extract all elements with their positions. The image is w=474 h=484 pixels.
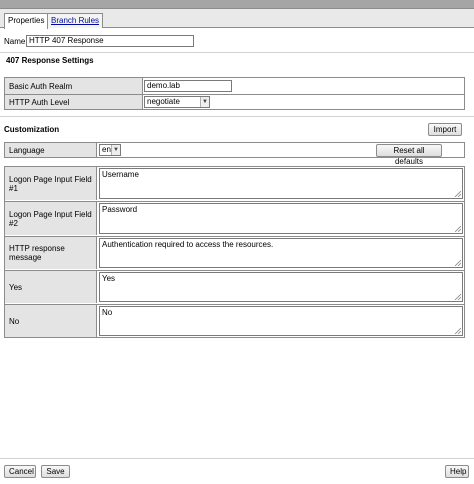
yes-label: Yes: [5, 271, 97, 303]
divider: [0, 52, 474, 53]
logon-field-2-label: Logon Page Input Field #2: [5, 202, 97, 235]
resize-handle-icon[interactable]: [455, 328, 461, 334]
no-textarea[interactable]: [99, 306, 463, 336]
resize-handle-icon[interactable]: [455, 294, 461, 300]
basic-auth-realm-input[interactable]: demo.lab: [144, 80, 232, 92]
http-auth-level-value: negotiate: [147, 97, 180, 106]
http-response-message-textarea[interactable]: [99, 238, 463, 268]
save-button[interactable]: Save: [41, 465, 70, 478]
divider: [0, 116, 474, 117]
language-select[interactable]: [99, 144, 121, 156]
http-response-message-value: Authentication required to access the resources.: [102, 240, 274, 249]
http-response-message-label: HTTP response message: [5, 237, 97, 269]
no-label: No: [5, 305, 97, 337]
logon-field-1-label: Logon Page Input Field #1: [5, 167, 97, 200]
basic-auth-realm-label: Basic Auth Realm: [5, 78, 143, 94]
yes-value: Yes: [102, 274, 116, 283]
customization-section-title: Customization: [4, 125, 60, 134]
chevron-down-icon: ▼: [200, 97, 209, 107]
customization-table: [4, 166, 465, 338]
resize-handle-icon[interactable]: [455, 226, 461, 232]
yes-textarea[interactable]: [99, 272, 463, 302]
chevron-down-icon: ▼: [111, 145, 120, 155]
tab-properties[interactable]: Properties: [4, 13, 48, 29]
language-row: [4, 142, 465, 166]
import-button[interactable]: Import: [428, 123, 462, 136]
tab-branch-rules[interactable]: Branch Rules: [47, 13, 103, 28]
tab-strip: [0, 9, 474, 28]
settings-section-title: 407 Response Settings: [6, 56, 94, 65]
no-value: No: [102, 308, 113, 317]
footer-bar: [0, 458, 474, 484]
logon-field-2-textarea[interactable]: [99, 203, 463, 234]
help-button[interactable]: Help: [445, 465, 469, 478]
resize-handle-icon[interactable]: [455, 260, 461, 266]
name-field[interactable]: HTTP 407 Response: [26, 35, 194, 47]
reset-all-defaults-button[interactable]: Reset all defaults: [376, 144, 442, 157]
http-auth-level-select[interactable]: [144, 96, 210, 108]
logon-field-1-value: Username: [102, 170, 139, 179]
logon-field-2-value: Password: [102, 205, 138, 214]
resize-handle-icon[interactable]: [455, 191, 461, 197]
language-value: en: [102, 145, 111, 154]
http-auth-level-label: HTTP Auth Level: [5, 95, 143, 109]
language-label: Language: [5, 143, 97, 157]
settings-table: [4, 77, 465, 110]
logon-field-1-textarea[interactable]: [99, 168, 463, 199]
name-label: Name:: [4, 37, 28, 46]
title-bar: [0, 0, 474, 9]
cancel-button[interactable]: Cancel: [4, 465, 36, 478]
